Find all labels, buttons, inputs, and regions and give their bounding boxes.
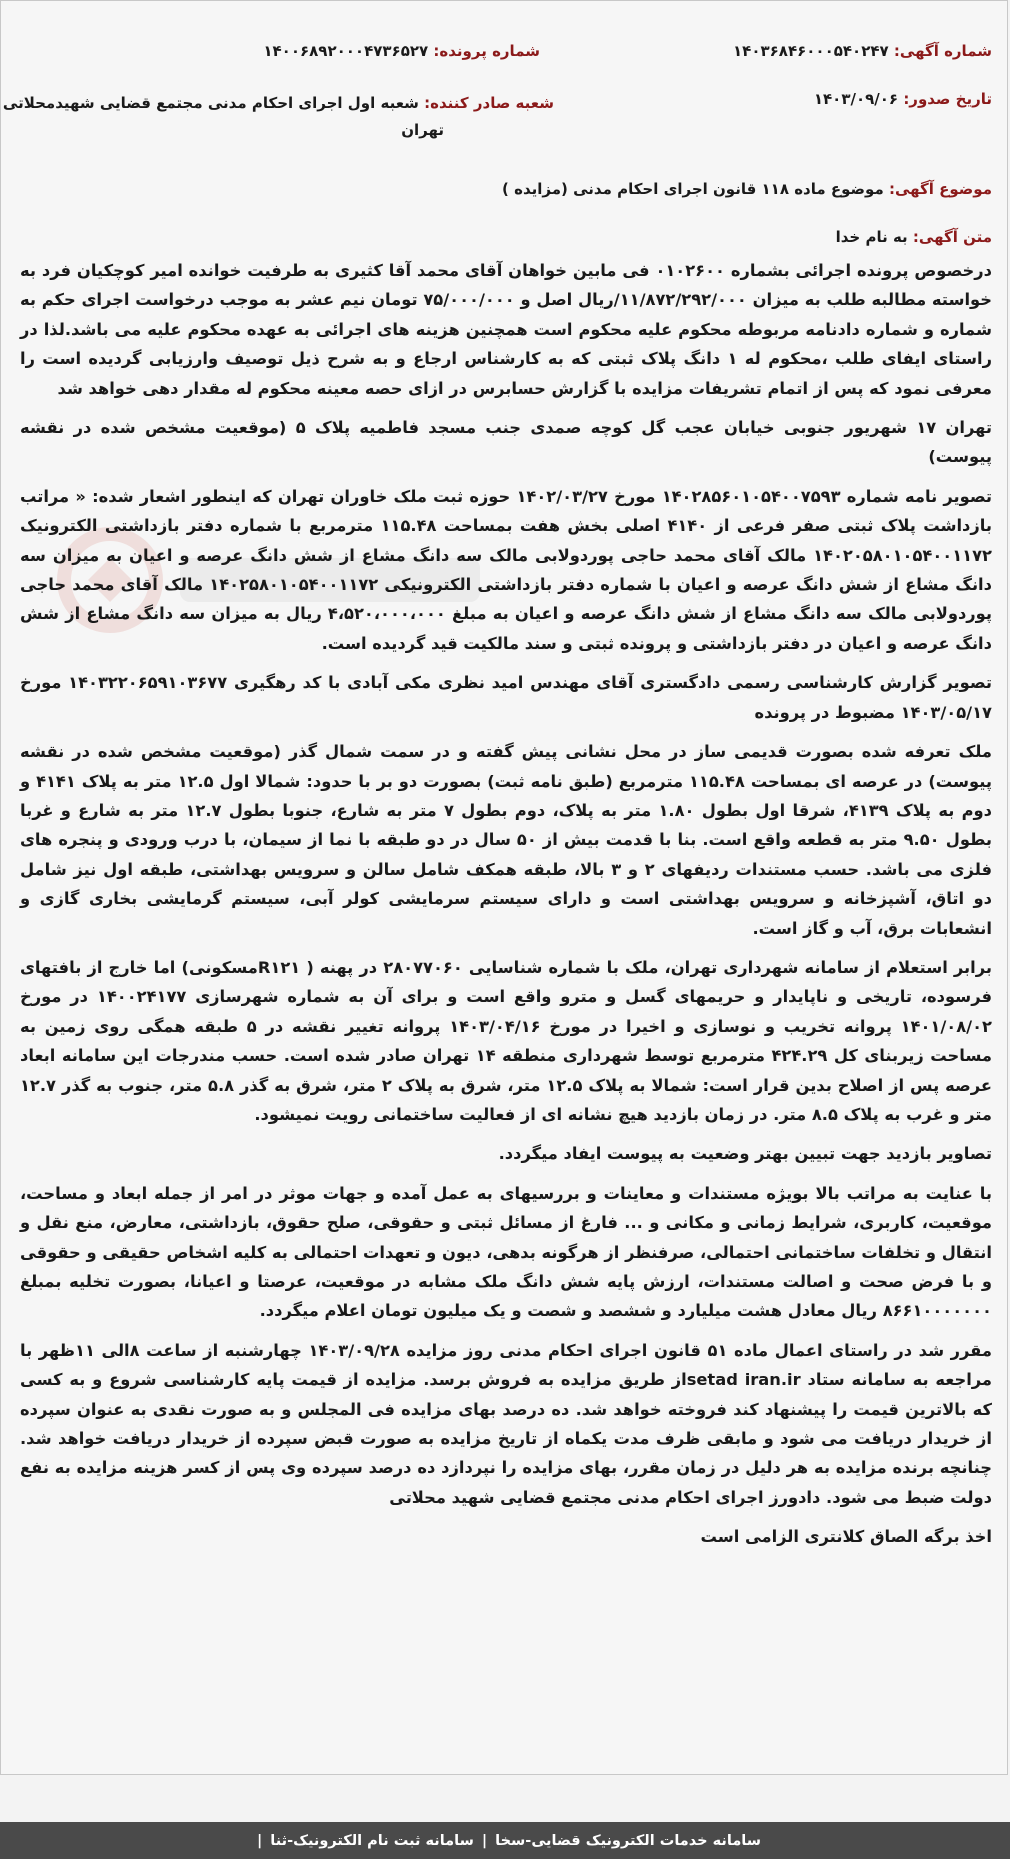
case-number-row: [263, 42, 540, 60]
issue-date-row: [814, 90, 992, 108]
paragraph-municipality-inquiry: برابر استعلام از سامانه شهرداری تهران، ملک با شماره شناسایی ۲۸۰۷۷۰۶۰ در پهنه ( R۱۲۱مسکونی) اما خارج از بافتهای فرسوده، تاریخی و ناپایدار و حریمهای گسل و مترو واقع است و برای آن به شماره شهرسازی ۱۴۰۰۲۴۱۷۷ در مورخ ۱۴۰۱/۰۸/۰۲ پروانه تخریب و نوسازی و اخیرا در مورخ ۱۴۰۳/۰۴/۱۶ پروانه تغییر نقشه در ۵ طبقه همگی روی زمین به مساحت زیربنای کل ۴۲۴.۲۹ مترمربع توسط شهرداری منطقه ۱۴ تهران صادر شده است. حسب مندرجات این سامانه ابعاد عرصه پس از اصلاح بدین قرار است: شمالا به پلاک ۱۲.۵ متر، شرق به پلاک ۲ متر، شرق به گذر ۵.۸ متر، جنوب به گذر ۱۲.۷ متر و غرب به پلاک ۸.۵ متر. در زمان بازدید هیچ نشانه ای از فعالیت ساختمانی رویت نمیشود.: [20, 957, 992, 1124]
text-intro: به نام خدا: [835, 228, 908, 246]
footer-separator: |: [481, 1832, 488, 1849]
subject-label: موضوع آگهی:: [888, 180, 992, 198]
subject-row: [502, 180, 992, 198]
case-number: ۱۴۰۰۶۸۹۲۰۰۰۴۷۳۶۵۲۷: [263, 42, 429, 60]
issuing-branch: شعبه اول اجرای احکام مدنی مجتمع قضایی شهیدمحلاتی: [2, 94, 419, 112]
paragraph-address: تهران ۱۷ شهریور جنوبی خیابان عجب گل کوچه صمدی جنب مسجد فاطمیه پلاک ۵ (موقعیت مشخص شده در نقشه پیوست): [20, 418, 992, 467]
footer-separator-trailing: |: [256, 1832, 263, 1849]
case-number-label: شماره پرونده:: [433, 42, 540, 60]
footer-link-sana[interactable]: سامانه ثبت نام الکترونیک-ثنا: [270, 1832, 474, 1849]
notice-number: ۱۴۰۳۶۸۴۶۰۰۰۵۴۰۲۴۷: [733, 42, 889, 60]
issuing-branch-row: [3, 90, 554, 144]
issue-date: ۱۴۰۳/۰۹/۰۶: [813, 90, 899, 108]
paragraph-auction-terms: مقرر شد در راستای اعمال ماده ۵۱ قانون اجرای احکام مدنی روز مزایده ۱۴۰۳/۰۹/۲۸ چهارشنبه از ساعت ۸الی ۱۱ظهر با مراجعه به سامانه ستاد setad iran.irاز طریق مزایده به فروش برسد. مزایده از قیمت پایه کارشناسی شروع و به کسی که بالاترین قیمت را پیشنهاد کند فروخته خواهد شد. ده درصد بهای مزایده فی المجلس و به صورت نقدی به عنوان سپرده از خریدار دریافت می شود و مابقی ظرف مدت یکماه از تاریخ مزایده به صورت قبض سپرده از خریدار دریافت خواهد شد. چنانچه برنده مزایده به هر دلیل در زمان مقرر، بهای مزایده را نپردازد ده درصد سپرده وی پس از کسر هزینه مزایده به نفع دولت ضبط می شود. دادورز اجرای احکام مدنی مجتمع قضایی شهید محلاتی: [20, 1340, 993, 1507]
text-intro-row: [836, 228, 992, 246]
notice-number-label: شماره آگهی:: [893, 42, 992, 60]
paragraph-registry-letter: تصویر نامه شماره ۱۴۰۲۸۵۶۰۱۰۵۴۰۰۷۵۹۳ مورخ ۱۴۰۲/۰۳/۲۷ حوزه ثبت ملک خاوران تهران که اینطور اشعار شده: « مراتب بازداشت پلاک ثبتی صفر فرعی از ۴۱۴۰ اصلی بخش هفت بمساحت ۱۱۵.۴۸ مترمربع با شماره دفتر بازداشتی الکترونیک ۱۴۰۲۰۵۸۰۱۰۵۴۰۰۱۱۷۲ مالک آقای محمد حاجی پوردولابی مالک سه دانگ مشاع از شش دانگ عرصه و اعیان به میزان سه دانگ مشاع از شش دانگ عرصه و اعیان با شماره دفتر بازداشتی الکترونیکی ۱۴۰۲۵۸۰۱۰۵۴۰۰۱۱۷۲ مالک آقای محمد حاجی پوردولابی مالک سه دانگ مشاع از شش دانگ عرصه و اعیان به مبلغ ۴،۵۲۰،۰۰۰،۰۰۰ ریال به میزان سه دانگ مشاع از شش دانگ عرصه و اعیان در دفتر بازداشتی و پرونده ثبتی و سند مالکیت قید گردیده است.: [20, 486, 993, 653]
paragraph-property-description: ملک تعرفه شده بصورت قدیمی ساز در محل نشانی پیش گفته و در سمت شمال گذر (موقعیت مشخص شده در نقشه پیوست) در عرصه ای بمساحت ۱۱۵.۴۸ مترمربع (طبق نامه ثبت) بصورت دو بر با حدود: شمالا اول ۱۲.۵ متر به پلاک ۴۱۴۱ و دوم به پلاک ۴۱۳۹، شرقا اول بطول ۱.۸۰ متر به پلاک، دوم بطول ۷ متر به شارع، جنوبا بطول ۱۲.۷ متر به شارع و غربا بطول ۹.۵۰ متر به قطعه واقع است. بنا با قدمت بیش از ۵۰ سال در دو طبقه با نما از سیمان، با درب ورودی و پنجره های فلزی می باشد. حسب مستندات ردیفهای ۲ و ۳ بالا، طبقه همکف شامل سالن و سرویس بهداشتی، طبقه اول نیز شامل دو اتاق، آشپزخانه و سرویس بهداشتی است و دارای سیستم سرمایشی کولر آبی، سیستم گرمایشی بخاری گازی و انشعابات برق، آب و گاز است.: [20, 742, 992, 938]
notice-body: [20, 256, 992, 1562]
subject: موضوع ماده ۱۱۸ قانون اجرای احکام مدنی (مزایده ): [502, 180, 884, 198]
issuing-branch-line2: تهران: [401, 121, 444, 139]
paragraph-photos: تصاویر بازدید جهت تبیین بهتر وضعیت به پیوست ایفاد میگردد.: [498, 1144, 992, 1164]
paragraph-expert-report: تصویر گزارش کارشناسی رسمی دادگستری آقای مهندس امید نظری مکی آبادی با کد رهگیری ۱۴۰۳۲۲۰۶۵۹۱۰۳۶۷۷ مورخ ۱۴۰۳/۰۵/۱۷ مضبوط در پرونده: [20, 673, 992, 722]
text-label: متن آگهی:: [912, 228, 992, 246]
issuing-branch-label: شعبه صادر کننده:: [424, 94, 554, 112]
notice-number-row: [733, 42, 992, 60]
issue-date-label: تاریخ صدور:: [903, 90, 992, 108]
paragraph-valuation: با عنایت به مراتب بالا بویژه مستندات و معاینات و بررسیهای به عمل آمده و جهات موثر در امر از جمله ابعاد و مساحت، موقعیت، کاربری، شرایط زمانی و مکانی و ... فارغ از مسائل ثبتی و حقوقی، صلح حقوق، بازداشتی، معارض، منع نقل و انتقال و تخلفات ساختمانی احتمالی، صرفنظر از هرگونه بدهی، دیون و تعهدات احتمالی به کلیه اشخاص حقیقی و حقوقی و با فرض صحت و اصالت مستندات، ارزش پایه شش دانگ ملک مشابه در موقعیت، عرصتا و اعیانا، بصورت تخلیه بمبلغ ۸۶۶۱۰۰۰۰۰۰۰ ریال معادل هشت میلیارد و ششصد و شصت و یک میلیون تومان اعلام میگردد.: [20, 1183, 992, 1321]
footer-link-sakha[interactable]: سامانه خدمات الکترونیک قضایی-سخا: [495, 1832, 762, 1849]
footer-bar: [0, 1822, 1010, 1859]
paragraph-police-form: اخذ برگه الصاق کلانتری الزامی است: [700, 1527, 992, 1547]
paragraph-case-details: درخصوص پرونده اجرائی بشماره ۰۱۰۲۶۰۰ فی مابین خواهان آقای محمد آقا کثیری به طرفیت خوانده امیر کوچکیان فرد به خواسته مطالبه طلب به میزان ۱۱/۸۷۲/۲۹۲/۰۰۰/ریال اصل و ۷۵/۰۰۰/۰۰۰ تومان نیم عشر به موجب درخواست اجرای حکم به شماره و شماره دادنامه مربوطه محکوم علیه محکوم است همچنین هزینه های اجرائی به عهده محکوم علیه می باشد.لذا در راستای ایفای طلب ،محکوم له ۱ دانگ پلاک ثبتی که به کارشناس ارجاع و به شرح ذیل توصیف وارزیابی گردیده است را معرفی نمود که پس از اتمام تشریفات مزایده با گزارش حسابرس در ازای حصه معینه محکوم له مقدار دهی خواهد شد: [20, 261, 993, 398]
